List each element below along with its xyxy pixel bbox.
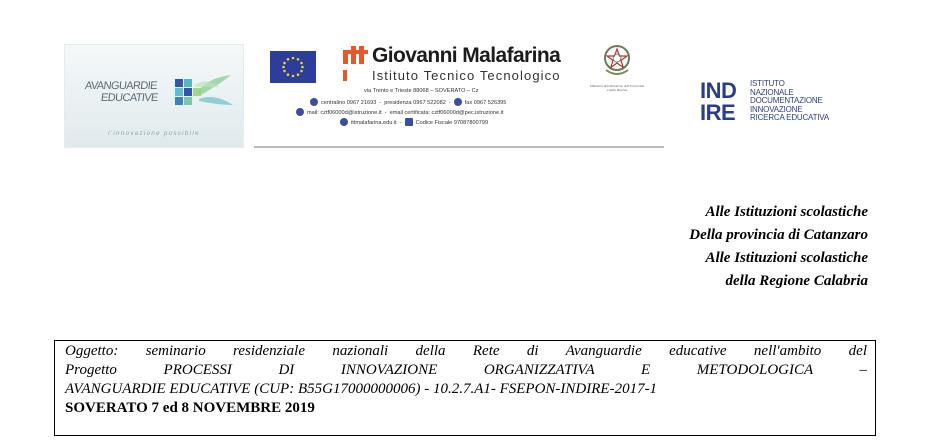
school-web-fiscal: ittmalafarina.edu.it - Codice Fiscale 97087800799 [340,118,488,126]
phone-icon [310,98,318,106]
subject-line-2: Progetto PROCESSI DI INNOVAZIONE ORGANIZZATIVA E METODOLOGICA – [65,362,867,378]
school-header [254,40,664,148]
subject-line-1: Oggetto: seminario residenziale nazionali della Rete di Avanguardie educative nell'ambito del [65,343,867,359]
addressee-line: della Regione Calabria [725,273,868,289]
addressees-block [689,201,868,293]
web-icon [340,118,348,126]
school-name: Giovanni Malafarina [372,44,561,67]
avanguardie-mosaic-icon [175,75,235,115]
indire-logo-fullname: ISTITUTO NAZIONALE DOCUMENTAZIONE INNOVAZIONE RICERCA EDUCATIVA [750,79,829,123]
school-subtitle: Istituto Tecnico Tecnologico [372,68,561,83]
subject-date: SOVERATO 7 ed 8 NOVEMBRE 2019 [65,400,315,416]
indire-logo-ire: IRE [700,100,736,125]
addressee-line: Alle Istituzioni scolastiche [705,204,868,220]
italian-republic-emblem-icon [602,40,632,82]
school-emails: mail: cztf06000d@istruzione.it - email certificata: cztf06000d@pec.istruzione.it [296,108,503,116]
addressee-line: Della provincia di Catanzaro [689,227,868,243]
avanguardie-educative-logo [64,44,244,148]
school-phones: centralino 0967 21693 - presidenza 0967 522082 - fax 0967 526395 [310,98,506,106]
indire-logo-ind: IND [700,78,737,103]
mail-icon [296,108,304,116]
subject-line-3: AVANGUARDIE EDUCATIVE (CUP: B55G17000000006) - 10.2.7.A1- FSEPON-INDIRE-2017-1 [65,381,658,397]
addressee-line: Alle Istituzioni scolastiche [705,250,868,266]
emblem-caption: Ministero dell'Istruzione dell'Università e della Ricerca [589,84,645,92]
avanguardie-logo-line2: EDUCATIVE [100,92,159,104]
fiscal-code-icon [405,118,413,126]
avanguardie-logo-line1: AVANGUARDIE [84,80,158,92]
itt-school-logo-icon [342,46,370,82]
subject-box [54,340,876,436]
school-address: via Trento e Trieste 88068 – SOVERATO – Cz [364,88,479,94]
eu-flag-icon [270,51,316,83]
fax-icon [454,98,462,106]
subject-label: Oggetto: [65,343,119,359]
avanguardie-tagline: l'innovazione possibile [108,131,200,137]
